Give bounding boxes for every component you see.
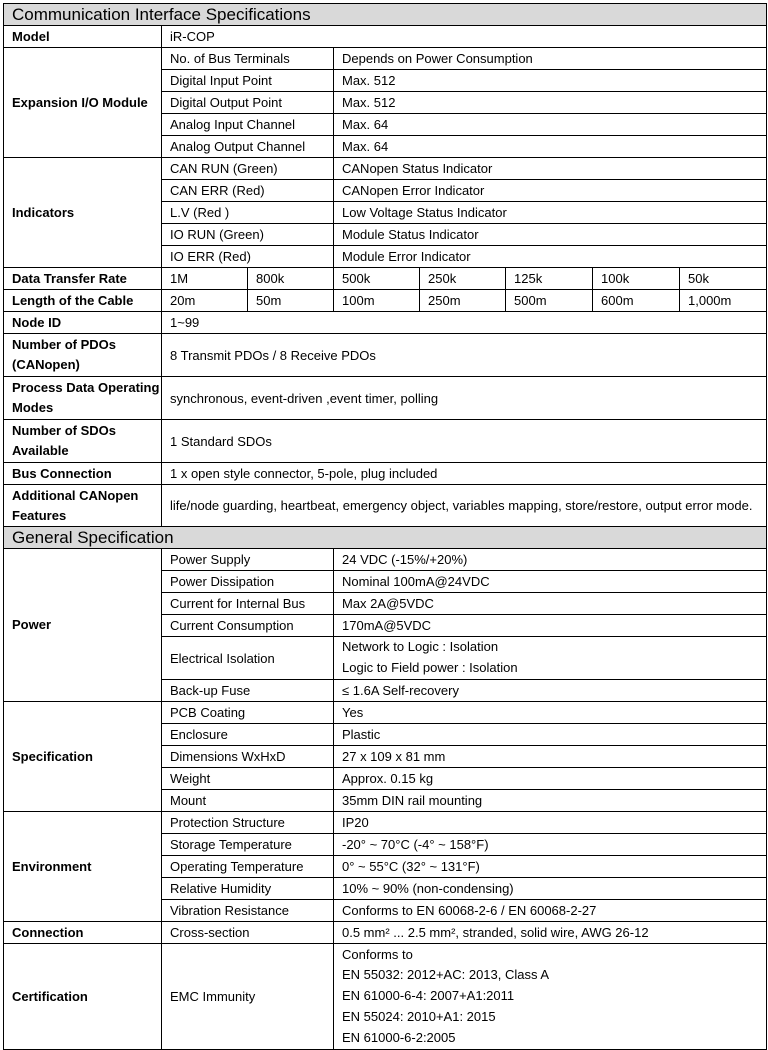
cert-line: EN 55032: 2012+AC: 2013, Class A [342,967,550,983]
rate-cell: 1M [162,268,248,290]
row-label: Number of PDOs (CANopen) [4,334,162,377]
row-label: Process Data Operating Modes [4,377,162,420]
item-value: CANopen Status Indicator [334,158,767,180]
item-value: Max. 512 [334,92,767,114]
row-power [4,549,767,571]
item-name: Weight [162,768,334,790]
row-expansion [4,48,767,70]
group-label-environment: Environment [4,812,162,922]
item-name: EMC Immunity [162,944,334,1050]
row-value: life/node guarding, heartbeat, emergency object, variables mapping, store/restore, output error mode. [162,485,767,527]
row-value: 8 Transmit PDOs / 8 Receive PDOs [162,334,767,377]
item-value: Yes [334,702,767,724]
item-value: Max. 512 [334,70,767,92]
item-name: L.V (Red ) [162,202,334,224]
row-label: Model [4,26,162,48]
item-name: Vibration Resistance [162,900,334,922]
length-cell: 20m [162,290,248,312]
row-value: 1 Standard SDOs [162,420,767,463]
item-value: 170mA@5VDC [334,615,767,637]
item-name: Cross-section [162,922,334,944]
spec-table [3,3,767,1050]
row-value: synchronous, event-driven ,event timer, polling [162,377,767,420]
row-specification [4,702,767,724]
group-label-certification: Certification [4,944,162,1050]
isolation-line: Logic to Field power : Isolation [342,660,518,675]
item-name: Current for Internal Bus [162,593,334,615]
cert-line: EN 61000-6-4: 2007+A1:2011 [342,988,515,1004]
length-cell: 600m [593,290,680,312]
row-indicators [4,158,767,180]
item-name: CAN RUN (Green) [162,158,334,180]
item-value: ≤ 1.6A Self-recovery [334,680,767,702]
item-name: Relative Humidity [162,878,334,900]
item-name: Analog Input Channel [162,114,334,136]
cert-line: Conforms to [342,946,413,962]
group-label-connection: Connection [4,922,162,944]
group-label-specification: Specification [4,702,162,812]
item-value: 27 x 109 x 81 mm [334,746,767,768]
item-value: Module Status Indicator [334,224,767,246]
item-name: Electrical Isolation [162,637,334,680]
length-cell: 250m [420,290,506,312]
item-name: Digital Input Point [162,70,334,92]
rate-cell: 50k [680,268,767,290]
row-label: Data Transfer Rate [4,268,162,290]
section-title-general: General Specification [4,527,767,549]
item-value: Max 2A@5VDC [334,593,767,615]
rate-cell: 100k [593,268,680,290]
item-name: CAN ERR (Red) [162,180,334,202]
item-value: CANopen Error Indicator [334,180,767,202]
row-label: Bus Connection [4,463,162,485]
rate-cell: 800k [248,268,334,290]
row-label: Additional CANopen Features [4,485,162,527]
row-cable-length [4,290,767,312]
row-pdos [4,334,767,377]
isolation-line: Network to Logic : Isolation [342,639,499,655]
row-transfer-rate [4,268,767,290]
length-cell: 100m [334,290,420,312]
item-name: Power Supply [162,549,334,571]
length-cell: 50m [248,290,334,312]
item-name: Storage Temperature [162,834,334,856]
item-value [334,637,767,680]
item-value: Conforms to EN 60068-2-6 / EN 60068-2-27 [334,900,767,922]
item-value: Low Voltage Status Indicator [334,202,767,224]
row-label: Node ID [4,312,162,334]
item-value: Max. 64 [334,136,767,158]
group-label-indicators: Indicators [4,158,162,268]
row-process-modes [4,377,767,420]
cert-line: EN 55024: 2010+A1: 2015 [342,1008,496,1024]
item-name: Protection Structure [162,812,334,834]
item-value: Max. 64 [334,114,767,136]
item-name: IO RUN (Green) [162,224,334,246]
section-title-communication: Communication Interface Specifications [4,4,767,26]
item-value: IP20 [334,812,767,834]
item-name: No. of Bus Terminals [162,48,334,70]
rate-cell: 250k [420,268,506,290]
length-cell: 1,000m [680,290,767,312]
item-name: Mount [162,790,334,812]
item-name: Analog Output Channel [162,136,334,158]
row-model [4,26,767,48]
row-node-id [4,312,767,334]
group-label-expansion: Expansion I/O Module [4,48,162,158]
row-label: Length of the Cable [4,290,162,312]
row-additional [4,485,767,527]
row-bus-connection [4,463,767,485]
row-environment [4,812,767,834]
item-name: Current Consumption [162,615,334,637]
item-value: 35mm DIN rail mounting [334,790,767,812]
row-connection [4,922,767,944]
item-name: Power Dissipation [162,571,334,593]
group-label-power: Power [4,549,162,702]
row-sdos [4,420,767,463]
cert-line: EN 61000-6-2:2005 [342,1029,456,1045]
item-value: Plastic [334,724,767,746]
row-value: 1 x open style connector, 5-pole, plug included [162,463,767,485]
item-value: -20° ~ 70°C (-4° ~ 158°F) [334,834,767,856]
item-value: 24 VDC (-15%/+20%) [334,549,767,571]
item-name: Operating Temperature [162,856,334,878]
item-value: Nominal 100mA@24VDC [334,571,767,593]
item-value: 10% ~ 90% (non-condensing) [334,878,767,900]
item-name: Dimensions WxHxD [162,746,334,768]
item-value: 0.5 mm² ... 2.5 mm², stranded, solid wire, AWG 26-12 [334,922,767,944]
item-name: Digital Output Point [162,92,334,114]
row-value: iR-COP [162,26,767,48]
row-certification [4,944,767,1050]
item-value: Module Error Indicator [334,246,767,268]
item-name: PCB Coating [162,702,334,724]
length-cell: 500m [506,290,593,312]
item-value: Approx. 0.15 kg [334,768,767,790]
item-value [334,944,767,1050]
rate-cell: 125k [506,268,593,290]
item-name: Back-up Fuse [162,680,334,702]
item-value: Depends on Power Consumption [334,48,767,70]
row-label: Number of SDOs Available [4,420,162,463]
item-name: IO ERR (Red) [162,246,334,268]
row-value: 1~99 [162,312,767,334]
item-name: Enclosure [162,724,334,746]
rate-cell: 500k [334,268,420,290]
item-value: 0° ~ 55°C (32° ~ 131°F) [334,856,767,878]
